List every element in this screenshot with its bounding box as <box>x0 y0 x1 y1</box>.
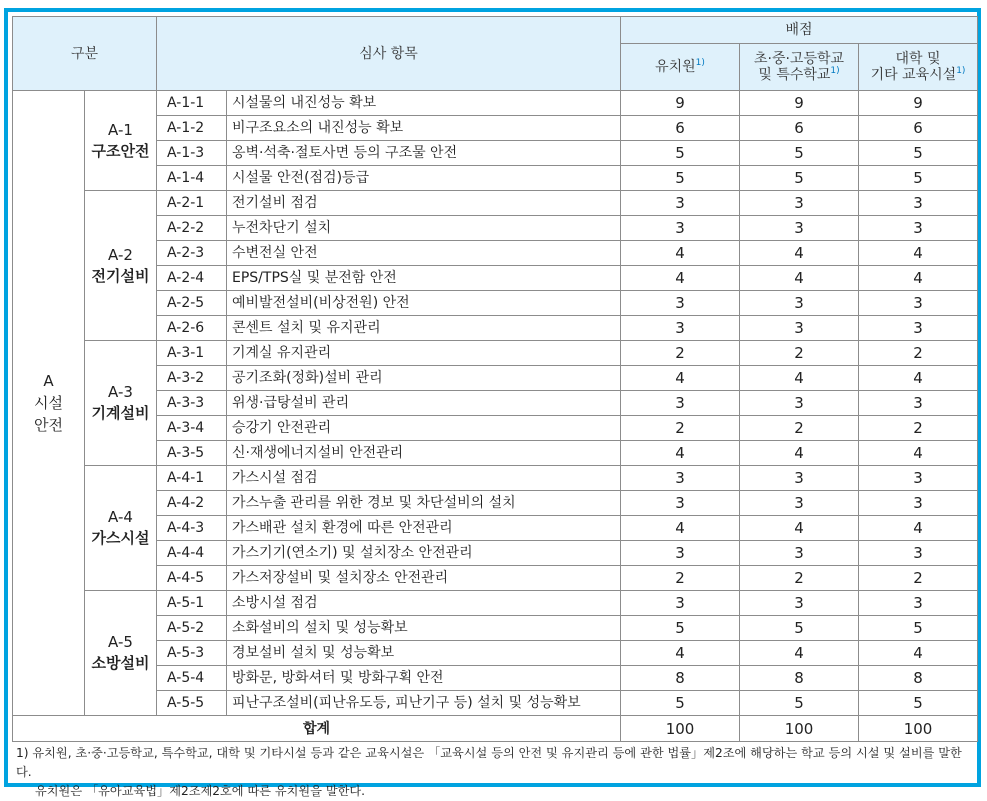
header-score: 배점 <box>621 17 978 44</box>
score-kindergarten: 2 <box>621 416 740 441</box>
item-code: A-1-1 <box>157 91 227 116</box>
score-kindergarten: 3 <box>621 316 740 341</box>
item-code: A-3-4 <box>157 416 227 441</box>
score-school: 5 <box>740 691 859 716</box>
item-name: 비구조요소의 내진성능 확보 <box>227 116 621 141</box>
score-kindergarten: 3 <box>621 491 740 516</box>
score-kindergarten: 6 <box>621 116 740 141</box>
group-name: 가스시설 <box>91 529 150 547</box>
score-kindergarten: 5 <box>621 691 740 716</box>
score-university: 8 <box>859 666 978 691</box>
table-row <box>13 591 978 616</box>
score-university: 3 <box>859 191 978 216</box>
item-name: 소화설비의 설치 및 성능확보 <box>227 616 621 641</box>
item-code: A-3-2 <box>157 366 227 391</box>
item-name: 가스기기(연소기) 및 설치장소 안전관리 <box>227 541 621 566</box>
item-code: A-5-2 <box>157 616 227 641</box>
group-code: A-3 <box>108 383 133 401</box>
score-university: 2 <box>859 416 978 441</box>
item-code: A-2-1 <box>157 191 227 216</box>
score-kindergarten: 4 <box>621 641 740 666</box>
item-code: A-4-3 <box>157 516 227 541</box>
item-name: 신·재생에너지설비 안전관리 <box>227 441 621 466</box>
score-school: 3 <box>740 391 859 416</box>
item-name: 가스누출 관리를 위한 경보 및 차단설비의 설치 <box>227 491 621 516</box>
score-school: 2 <box>740 416 859 441</box>
footnote-line-1: 1) 유치원, 초·중·고등학교, 특수학교, 대학 및 기타시설 등과 같은 교육시설은 「교육시설 등의 안전 및 유지관리 등에 관한 법률」제2조에 해당하는 학교 등의 시설 및 설비를 말한다. <box>16 746 962 779</box>
item-name: 예비발전설비(비상전원) 안전 <box>227 291 621 316</box>
item-code: A-4-4 <box>157 541 227 566</box>
score-table <box>12 16 978 742</box>
score-university: 5 <box>859 691 978 716</box>
table-row <box>13 191 978 216</box>
item-name: 누전차단기 설치 <box>227 216 621 241</box>
score-university: 2 <box>859 566 978 591</box>
score-school: 9 <box>740 91 859 116</box>
score-university: 4 <box>859 441 978 466</box>
header-item: 심사 항목 <box>157 17 621 91</box>
score-school: 4 <box>740 641 859 666</box>
score-kindergarten: 3 <box>621 391 740 416</box>
score-university: 3 <box>859 591 978 616</box>
total-row <box>13 716 978 742</box>
group-name: 기계설비 <box>91 404 150 422</box>
score-kindergarten: 3 <box>621 466 740 491</box>
item-name: 피난구조설비(피난유도등, 피난기구 등) 설치 및 성능확보 <box>227 691 621 716</box>
item-code: A-5-3 <box>157 641 227 666</box>
item-name: 위생·급탕설비 관리 <box>227 391 621 416</box>
item-code: A-5-4 <box>157 666 227 691</box>
score-school: 3 <box>740 216 859 241</box>
score-university: 3 <box>859 541 978 566</box>
score-table-frame <box>4 8 981 798</box>
score-school: 3 <box>740 591 859 616</box>
score-university: 4 <box>859 366 978 391</box>
score-school: 3 <box>740 466 859 491</box>
table-row <box>13 116 978 141</box>
score-school: 4 <box>740 516 859 541</box>
item-code: A-3-1 <box>157 341 227 366</box>
table-row <box>13 216 978 241</box>
header-kindergarten: 유치원$^{1)}$ <box>621 44 740 91</box>
item-name: 기계실 유지관리 <box>227 341 621 366</box>
score-school: 4 <box>740 441 859 466</box>
item-code: A-2-5 <box>157 291 227 316</box>
score-university: 5 <box>859 616 978 641</box>
table-row <box>13 416 978 441</box>
category-name1: 시설 <box>34 394 63 412</box>
score-kindergarten: 2 <box>621 566 740 591</box>
category-name2: 안전 <box>34 416 63 434</box>
table-row <box>13 341 978 366</box>
score-kindergarten: 4 <box>621 266 740 291</box>
group-code: A-4 <box>108 508 133 526</box>
total-label: 합계 <box>13 716 621 742</box>
table-row <box>13 266 978 291</box>
score-school: 5 <box>740 166 859 191</box>
table-row <box>13 541 978 566</box>
category-code: A <box>43 372 54 390</box>
score-university: 3 <box>859 291 978 316</box>
score-university: 5 <box>859 166 978 191</box>
score-school: 5 <box>740 616 859 641</box>
score-school: 4 <box>740 266 859 291</box>
score-university: 5 <box>859 141 978 166</box>
total-school: 100 <box>740 716 859 742</box>
score-school: 8 <box>740 666 859 691</box>
table-row <box>13 291 978 316</box>
table-row <box>13 491 978 516</box>
item-name: 소방시설 점검 <box>227 591 621 616</box>
table-row <box>13 616 978 641</box>
group-cell <box>85 466 157 591</box>
score-kindergarten: 4 <box>621 516 740 541</box>
table-row <box>13 466 978 491</box>
item-name: 옹벽·석축·절토사면 등의 구조물 안전 <box>227 141 621 166</box>
item-code: A-3-5 <box>157 441 227 466</box>
score-university: 4 <box>859 241 978 266</box>
item-name: 콘센트 설치 및 유지관리 <box>227 316 621 341</box>
item-name: 방화문, 방화셔터 및 방화구획 안전 <box>227 666 621 691</box>
score-school: 2 <box>740 341 859 366</box>
item-name: 전기설비 점검 <box>227 191 621 216</box>
item-code: A-2-2 <box>157 216 227 241</box>
score-school: 4 <box>740 366 859 391</box>
score-kindergarten: 9 <box>621 91 740 116</box>
group-cell <box>85 341 157 466</box>
group-name: 구조안전 <box>91 141 150 160</box>
footnote-line-2: 유치원은 「유아교육법」제2조제2호에 따른 유치원을 말한다. <box>35 784 366 798</box>
table-row <box>13 391 978 416</box>
table-row <box>13 441 978 466</box>
table-row <box>13 666 978 691</box>
table-row <box>13 691 978 716</box>
score-kindergarten: 4 <box>621 441 740 466</box>
category-cell <box>13 91 85 716</box>
score-school: 4 <box>740 241 859 266</box>
group-cell <box>85 591 157 716</box>
table-row <box>13 166 978 191</box>
group-code: A-1 <box>108 120 133 139</box>
score-kindergarten: 3 <box>621 291 740 316</box>
item-name: 가스저장설비 및 설치장소 안전관리 <box>227 566 621 591</box>
item-name: 시설물 안전(점검)등급 <box>227 166 621 191</box>
total-kindergarten: 100 <box>621 716 740 742</box>
item-name: 승강기 안전관리 <box>227 416 621 441</box>
item-name: 공기조화(정화)설비 관리 <box>227 366 621 391</box>
score-kindergarten: 3 <box>621 191 740 216</box>
group-cell <box>85 191 157 341</box>
score-university: 3 <box>859 391 978 416</box>
score-school: 3 <box>740 316 859 341</box>
score-kindergarten: 8 <box>621 666 740 691</box>
score-kindergarten: 5 <box>621 166 740 191</box>
total-university: 100 <box>859 716 978 742</box>
score-university: 6 <box>859 116 978 141</box>
score-school: 3 <box>740 491 859 516</box>
score-kindergarten: 3 <box>621 216 740 241</box>
header-category: 구분 <box>13 17 157 91</box>
score-school: 3 <box>740 191 859 216</box>
score-university: 3 <box>859 491 978 516</box>
item-code: A-4-1 <box>157 466 227 491</box>
item-name: 가스배관 설치 환경에 따른 안전관리 <box>227 516 621 541</box>
item-code: A-2-6 <box>157 316 227 341</box>
score-university: 2 <box>859 341 978 366</box>
item-code: A-3-3 <box>157 391 227 416</box>
item-code: A-2-3 <box>157 241 227 266</box>
group-name: 소방설비 <box>91 654 150 672</box>
table-header <box>13 17 978 91</box>
item-name: 경보설비 설치 및 성능확보 <box>227 641 621 666</box>
score-kindergarten: 3 <box>621 591 740 616</box>
score-school: 3 <box>740 541 859 566</box>
table-row <box>13 316 978 341</box>
table-row <box>13 241 978 266</box>
table-row <box>13 91 978 116</box>
score-school: 2 <box>740 566 859 591</box>
score-university: 9 <box>859 91 978 116</box>
score-university: 3 <box>859 316 978 341</box>
group-cell <box>85 91 157 191</box>
header-school: 초·중·고등학교 및 특수학교$^{1)}$ <box>740 44 859 91</box>
item-code: A-5-1 <box>157 591 227 616</box>
header-university: 대학 및 기타 교육시설$^{1)}$ <box>859 44 978 91</box>
score-school: 5 <box>740 141 859 166</box>
group-code: A-5 <box>108 633 133 651</box>
score-kindergarten: 5 <box>621 616 740 641</box>
item-code: A-4-5 <box>157 566 227 591</box>
score-university: 4 <box>859 516 978 541</box>
score-kindergarten: 4 <box>621 366 740 391</box>
item-name: EPS/TPS실 및 분전함 안전 <box>227 266 621 291</box>
item-code: A-1-2 <box>157 116 227 141</box>
table-row <box>13 641 978 666</box>
item-code: A-4-2 <box>157 491 227 516</box>
table-row <box>13 141 978 166</box>
score-kindergarten: 2 <box>621 341 740 366</box>
item-code: A-1-3 <box>157 141 227 166</box>
table-row <box>13 366 978 391</box>
item-name: 가스시설 점검 <box>227 466 621 491</box>
footnote <box>16 744 971 801</box>
score-school: 3 <box>740 291 859 316</box>
table-body <box>13 91 978 742</box>
item-code: A-1-4 <box>157 166 227 191</box>
item-name: 수변전실 안전 <box>227 241 621 266</box>
item-code: A-2-4 <box>157 266 227 291</box>
item-name: 시설물의 내진성능 확보 <box>227 91 621 116</box>
score-university: 4 <box>859 641 978 666</box>
score-kindergarten: 4 <box>621 241 740 266</box>
score-university: 3 <box>859 216 978 241</box>
table-row <box>13 516 978 541</box>
score-school: 6 <box>740 116 859 141</box>
score-kindergarten: 3 <box>621 541 740 566</box>
item-code: A-5-5 <box>157 691 227 716</box>
group-name: 전기설비 <box>91 266 150 285</box>
score-kindergarten: 5 <box>621 141 740 166</box>
table-row <box>13 566 978 591</box>
group-code: A-2 <box>108 245 133 264</box>
score-university: 4 <box>859 266 978 291</box>
score-university: 3 <box>859 466 978 491</box>
